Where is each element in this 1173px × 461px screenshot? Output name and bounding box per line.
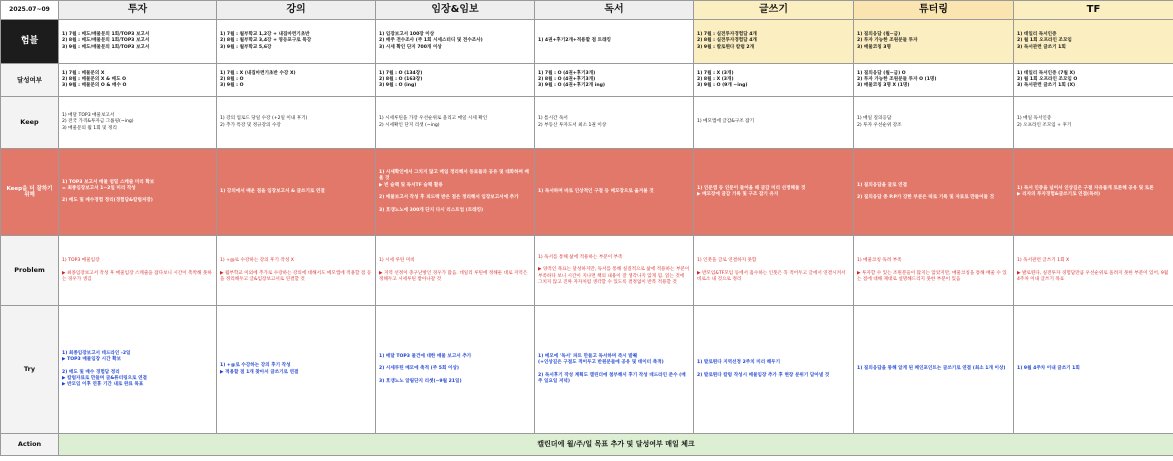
keep-line: 1) 강의 업로드 당일 수강 (+2일 이내 후기) <box>220 116 308 122</box>
achieve-line: 3) 매물코칭 3명 X (1명) <box>857 83 910 89</box>
try-line: 2) 매도 및 매수 경험담 정리 <box>62 369 120 375</box>
goal-line: 1) 임장보고서 100장 이상 <box>379 32 435 38</box>
try-cell <box>1014 306 1173 434</box>
row-label-goal: 험블 <box>1 20 59 64</box>
problem-cell <box>535 236 694 306</box>
keep-better-cell <box>535 149 694 236</box>
problem-line: ▶ 월부학교 이외에 추가로 수강하는 강의에 대해서도 메모앱에 적용할 점 등을 정리해두고 글&임장보고서로 연결할 것 <box>220 270 372 282</box>
problem-line: 1) 독서를 통해 삶에 적용하는 부분이 부족 <box>538 254 623 260</box>
achieve-line: 1) 7월 : 매물문의 X <box>62 70 105 76</box>
period-label: 2025.07~09 <box>1 1 59 20</box>
keep-cell <box>376 97 535 149</box>
try-line: ▶ 적용할 점 1개 찾아서 글쓰기로 연결 <box>220 369 299 375</box>
problem-cell <box>854 236 1014 306</box>
keep-better-line: 1) 질의응답을 글로 연결 <box>857 182 908 188</box>
try-line: 2) 독서후기 작성 계획도 캘린더에 첨부해서 후기 작성 데드라인 준수 (매주 일요일 저녁) <box>538 372 686 384</box>
achieve-cell <box>59 64 217 97</box>
header-tutoring: 튜터링 <box>854 1 1014 20</box>
achieve-cell <box>854 64 1014 97</box>
goal-line: 3) 독서관련 글쓰기 1회 <box>1017 44 1066 50</box>
keep-better-line: 1) 강의에서 배운 점을 임장보고서 & 글쓰기로 연결 <box>220 188 325 194</box>
keep-line: 2) 오프라인 조모임 + 후기 <box>1017 122 1072 128</box>
row-label-action: Action <box>1 434 59 456</box>
keep-row <box>1 97 1173 149</box>
goal-line: 1) 7월 : 실전투자경험담 4개 <box>697 32 757 38</box>
keep-line: 2) 전국 가격&투자금 그룹핑(~ing) <box>62 119 134 125</box>
goal-line: 2) 투자 가능한 조원분들 투자 <box>857 38 918 44</box>
keep-better-line: 1) 시세확인에서 그치지 않고 매일 정리해서 동료들과 공유 및 대화하며 배울 것 <box>379 170 529 182</box>
keep-line: 2) 시세확인 단지 리셋 (~ing) <box>379 122 440 128</box>
keep-better-cell <box>854 149 1014 236</box>
problem-line: 1) 인풋을 글로 연결하지 못함 <box>697 258 757 264</box>
try-cell <box>854 306 1014 434</box>
keep-line: 1) 틈시간 독서 <box>538 116 568 122</box>
keep-cell <box>535 97 694 149</box>
problem-line: 1) 독서관련 글쓰기 1회 X <box>1017 258 1070 264</box>
achieve-line: 2) 8월 : O (4권+후기3개) <box>538 76 596 82</box>
keep-better-cell <box>376 149 535 236</box>
keep-better-line: = 최종임장보고서 1~2일 미리 작성 <box>62 185 136 191</box>
achieve-line: 1) 데일리 독서인증 (7월 X) <box>1017 70 1076 76</box>
try-line: ▶ TOP3 매물임장 시간 확보 <box>62 357 122 363</box>
try-cell <box>535 306 694 434</box>
try-line: ▶ 칼럼자료로 만들며 글&튜터링으로 연결 <box>62 375 147 381</box>
achieve-line: 2) 월 1회 오프라인 조모임 O <box>1017 76 1078 82</box>
keep-better-line: 1) 독서 인증을 넘어서 인상깊은 구절 자유롭게 토론해 공유 및 토론 <box>1017 185 1154 191</box>
goal-line: 1) 7월 : 월부학교 1,2강 + 내집마련기초반 <box>220 32 310 38</box>
header-tf: TF <box>1014 1 1173 20</box>
row-label-try: Try <box>1 306 59 434</box>
action-row <box>1 434 1173 456</box>
keep-better-line: 2) 질의응답 중 P.P가 강한 부분은 따로 기록 및 자료로 만들어둘 것 <box>857 195 995 201</box>
try-line: 1) 질의응답을 통해 알게 된 페인포인트는 글쓰기로 연결 (최소 1개 이상) <box>857 366 1006 372</box>
keep-better-line: 1) 독서하며 바로 인상적인 구절 등 메모장으로 옮겨볼 것 <box>538 188 654 194</box>
header-writing: 글쓰기 <box>694 1 854 20</box>
achieve-line: 1) 7월 : O (134장) <box>379 70 423 76</box>
achieve-line: 3) 9월 : 매물문의 O & 매수 O <box>62 83 127 89</box>
problem-cell <box>59 236 217 306</box>
header-row <box>1 1 1173 20</box>
header-lecture: 강의 <box>217 1 376 20</box>
try-line: 1) 매달 TOP3 물건에 대한 매물 보고서 추가 <box>379 353 472 359</box>
goal-cell <box>59 20 217 64</box>
row-label-keep-better: Keep을 더 잘하기 위해 <box>1 149 59 236</box>
header-imjang: 임장&임보 <box>376 1 535 20</box>
goal-line: 2) 8월 : 매도/매물문의 1회/TOP3 보고서 <box>62 38 150 44</box>
problem-cell <box>217 236 376 306</box>
try-line: 2) 발로뛴다 칼럼 작성시 매물임장 추가 후 현장 분위기 담아낼 것 <box>697 372 830 378</box>
keep-better-row <box>1 149 1173 236</box>
achieve-line: 2) 8월 : X (3개) <box>697 76 734 82</box>
row-label-achieve: 달성여부 <box>1 64 59 97</box>
goal-cell <box>694 20 854 64</box>
goal-cell <box>535 20 694 64</box>
keep-better-cell <box>59 149 217 236</box>
achieve-line: 2) 8월 : O <box>220 76 244 82</box>
achieve-line: 2) 8월 : O (163장) <box>379 76 423 82</box>
goal-line: 3) 9월 : 발로뛴다 칼럼 2개 <box>697 44 755 50</box>
try-line: 1) 9월 4주차 이내 글쓰기 1회 <box>1017 366 1080 372</box>
achieve-line: 2) 8월 : 매물문의 X & 매도 O <box>62 76 127 82</box>
problem-line: ▶ 반모임&TF모임 등에서 흡수하는 인풋은 꼭 적어두고 글에서 연결시켜서 비로소 내 것으로 정리 <box>697 270 846 282</box>
achieve-line: 1) 7월 : X (3개) <box>697 70 734 76</box>
keep-better-line: 2) 매도 및 매수경험 정리(경험담&칼럼저장) <box>62 198 153 204</box>
keep-better-line: 3) 호갱노노에 300개 단지 다시 리스트업 (트래킹) <box>379 207 484 213</box>
goal-line: 3) 매물코칭 3명 <box>857 44 891 50</box>
problem-line: 1) TOP3 매물임장 <box>62 258 100 264</box>
keep-better-line: ▶ 메모장에 글감 기록 및 구조 잡기 유지 <box>697 192 779 197</box>
achieve-cell <box>694 64 854 97</box>
achieve-cell <box>376 64 535 97</box>
problem-cell <box>376 236 535 306</box>
problem-cell <box>694 236 854 306</box>
achieve-cell <box>1014 64 1173 97</box>
try-line: (+인상깊은 구절도 적어두고 반원분들에 공유 및 데이터 축적) <box>538 360 664 366</box>
goal-line: 2) 8월 : 월부학교 3,4강 + 영등포구로 특강 <box>220 38 312 44</box>
try-line: 1) 최종임장보고서 데드라인 -2일 <box>62 350 131 356</box>
action-cell: 캘린더에 월/주/일 목표 추가 및 달성여부 매일 체크 <box>59 434 1173 456</box>
keep-line: 2) 추가 특강 및 정규강의 수강 <box>220 122 281 128</box>
achieve-line: 3) 독서관련 글쓰기 1회 (X) <box>1017 83 1076 89</box>
keep-better-line: ▶ 빈 슬랙 및 독서TF 슬랙 활용 <box>379 182 443 188</box>
goal-line: 2) 8월 : 실전투자경험담 4개 <box>697 38 757 44</box>
keep-line: 3) 매물문의 월 1회 및 정리 <box>62 125 117 131</box>
keep-better-cell <box>1014 149 1173 236</box>
keep-line: 1) 매달 TOP3 매물보고서 <box>62 113 115 119</box>
row-label-keep: Keep <box>1 97 59 149</box>
try-cell <box>217 306 376 434</box>
achieve-line: 1) 7월 : X (내집마련기초반 수강 X) <box>220 70 296 76</box>
header-reading: 독서 <box>535 1 694 20</box>
keep-line: 2) 투자 우선순위 강조 <box>857 122 902 128</box>
keep-cell <box>59 97 217 149</box>
goal-cell <box>1014 20 1173 64</box>
try-cell <box>59 306 217 434</box>
keep-better-line: 1) TOP3 보고서 매물 엄밀 스케줄 미리 확보 <box>62 179 155 185</box>
achieve-line: 3) 9월 : O (9개 ~ing) <box>697 83 748 89</box>
problem-line: ▶ 최종임장보고서 작성 후 매물임장 스케줄을 잡다보니 시간이 촉박해 못하는 경우가 생김 <box>62 270 212 282</box>
keep-line: 2) 부동산 투자도서 최소 1권 이상 <box>538 122 607 128</box>
keep-better-cell <box>217 149 376 236</box>
keep-line: 1) 시세루틴을 가장 우선순위로 올리고 매일 시세 확인 <box>379 116 488 122</box>
try-cell <box>376 306 535 434</box>
achieve-line: 3) 9월 : O (ing) <box>379 83 417 89</box>
try-line: ▶ 반모임 이후 연휴 기간 내로 완료 목표 <box>62 381 144 387</box>
goal-line: 3) 시세 확인 단지 700개 이상 <box>379 44 442 50</box>
try-line: 2) 시세루틴 메모에 축적 (주 5회 이상) <box>379 366 459 372</box>
goal-line: 3) 9월 : 월부학교 5,6강 <box>220 44 272 50</box>
keep-better-line: 2) 매물보고서 작성 후 피드백 받은 점은 정리해서 임장보고서에 추가 <box>379 195 519 201</box>
goal-line: 1) 데일리 독서인증 <box>1017 32 1057 38</box>
goal-line: 1) 7월 : 매도/매물문의 1회/TOP3 보고서 <box>62 32 150 38</box>
try-line: 3) 호갱노노 알림단지 리셋(~9월 21일) <box>379 378 462 384</box>
try-line: 1) +@로 수강하는 강의 후기 작성 <box>220 363 291 369</box>
row-label-problem: Problem <box>1 236 59 306</box>
keep-better-cell <box>694 149 854 236</box>
goal-line: 2) 월 1회 오프라인 조모임 <box>1017 38 1072 44</box>
problem-line: ▶ 투자할 수 있는 조원분들이 많지는 않았지만, 매물코칭을 통해 배울 수 있는 점에 대해 제대로 설명해드리지 못한 부분이 있음 <box>857 270 1007 282</box>
try-line: 1) 메모에 '독서' 파트 만들고 독서하며 즉시 발췌 <box>538 353 638 359</box>
keep-better-line: 1) 인문앱 등 인문이 들어올 때 글감 미리 선정해둘 것 <box>697 185 806 191</box>
goal-cell <box>376 20 535 64</box>
keep-cell <box>854 97 1014 149</box>
goal-row <box>1 20 1173 64</box>
goal-line: 3) 9월 : 매도/매물문의 1회/TOP3 보고서 <box>62 44 150 50</box>
achieve-row <box>1 64 1173 97</box>
achieve-line: 3) 9월 : O <box>220 83 244 89</box>
goal-line: 2) 매주 전수조사 (주 1회 시세스터디 및 전수조사) <box>379 38 483 44</box>
problem-row <box>1 236 1173 306</box>
problem-line: 1) 시세 루틴 미비 <box>379 258 415 264</box>
keep-line: 1) 메모앱에 글감&구조 잡기 <box>697 119 755 125</box>
problem-line: 1) 매물코칭 독려 부족 <box>857 258 902 264</box>
achieve-cell <box>535 64 694 97</box>
achieve-line: 1) 7월 : O (4권+후기3개) <box>538 70 596 76</box>
keep-line: 1) 매일 독서인증 <box>1017 116 1052 122</box>
achieve-cell <box>217 64 376 97</box>
achieve-line: 3) 9월 : O (4권+후기2개 ing) <box>538 83 605 89</box>
problem-cell <box>1014 236 1173 306</box>
goal-cell <box>217 20 376 64</box>
keep-cell <box>1014 97 1173 149</box>
goal-line: 1) 질의응답 (월~금) <box>857 32 901 38</box>
problem-line: ▶ 발로뛴다, 실전투자 경험담만큼 우선순위로 올려지 못한 부분이 있어, 9월 4주차 이내 글쓰기 목표 <box>1017 270 1169 282</box>
achieve-line: 2) 투자 가능한 조원분들 투자 O (1명) <box>857 76 937 82</box>
problem-line: ▶ 지역 선정이 충구난방인 경우가 많음. 데일리 루틴에 정해둔 대로 지역은 정해두고 시세루틴 쌓아나갈 것 <box>379 270 528 282</box>
keep-line: 1) 매일 질의응답 <box>857 116 892 122</box>
keep-cell <box>694 97 854 149</box>
try-cell <box>694 306 854 434</box>
header-invest: 투자 <box>59 1 217 20</box>
problem-line: 1) +@로 수강하는 강의 후기 작성 X <box>220 258 294 264</box>
goal-cell <box>854 20 1014 64</box>
achieve-line: 1) 질의응답 (월~금) O <box>857 70 906 76</box>
problem-line: ▶ 양적인 목표는 달성하지만, 독서를 통해 실질적으로 삶에 적용하는 부분이 부족하다 보니 시간이 지나면 책의 내용이 잘 생각나지 않게 됨. 읽는 것에 그치지 않고 진짜 자자처럼 생각할 수 있도록 결정없이 반복 적용할 것 <box>538 267 690 285</box>
keep-cell <box>217 97 376 149</box>
try-row <box>1 306 1173 434</box>
try-line: 1) 발로뛴다 지역선정 2주치 미리 해두기 <box>697 360 781 366</box>
goal-line: 1) 4권+후기2개+적용할 점 트래킹 <box>538 38 611 44</box>
keep-better-line: ▶ 리자의 투자경험&글쓰기로 연결(독려) <box>1017 192 1101 197</box>
